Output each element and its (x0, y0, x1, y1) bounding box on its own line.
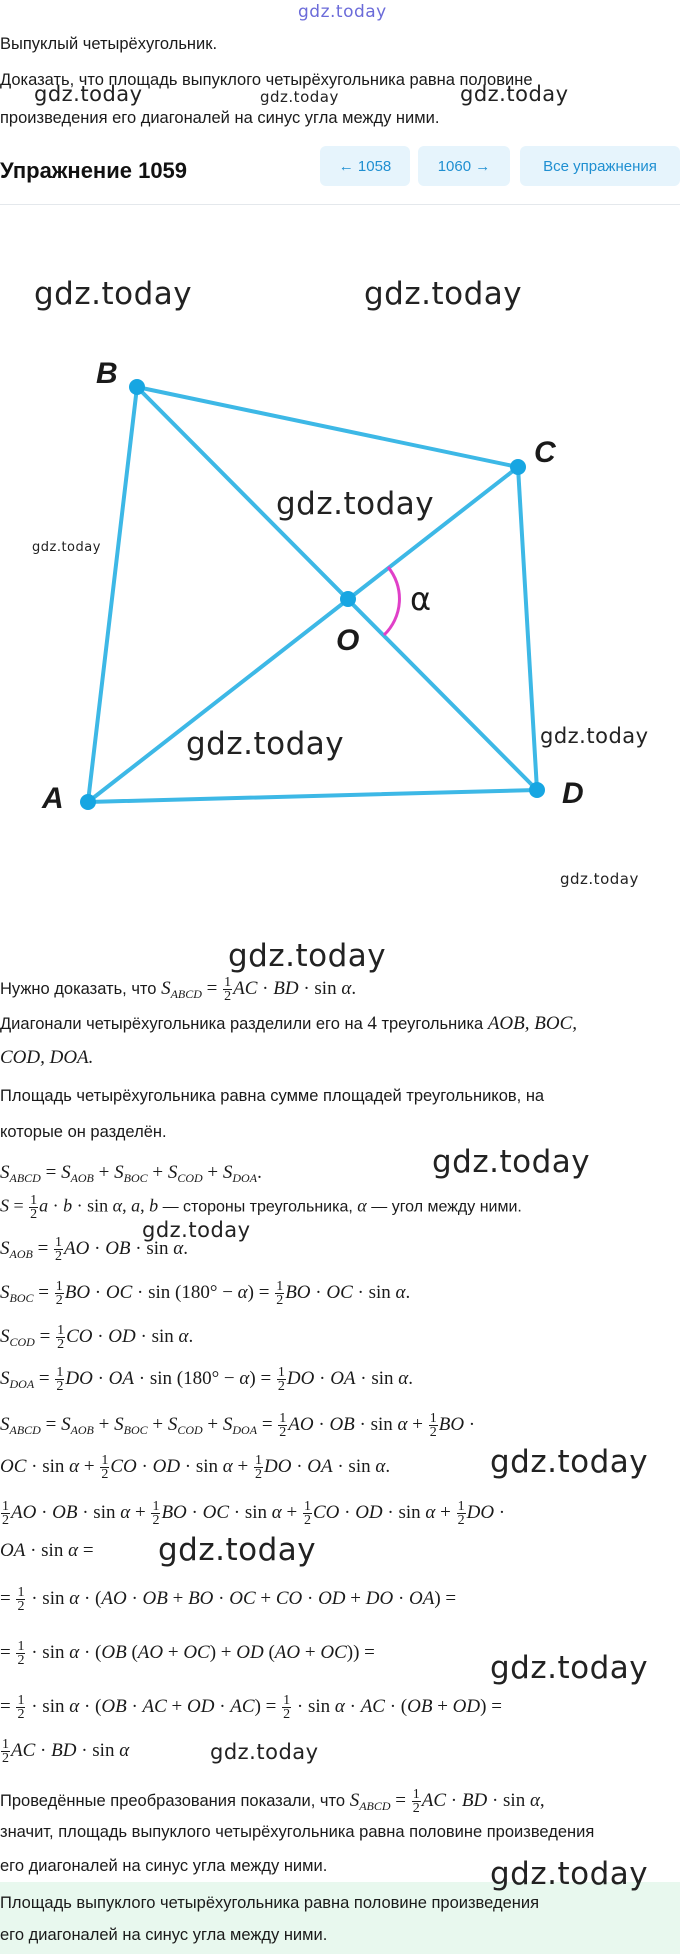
watermark: gdz.today (432, 1144, 591, 1180)
formula-saob: $S_{AOB}$ = $\frac{1}{2}$ AO · OB · sin α. (0, 1235, 189, 1264)
point-c (510, 459, 526, 475)
watermark: gdz.today (276, 486, 435, 522)
watermark: gdz.today (186, 726, 345, 762)
side-da (88, 790, 537, 802)
conclusion-line-1: Проведённые преобразования показали, что $S_{ABCD}$ = $\frac{1}{2}$ AC · BD · sin α, (0, 1787, 545, 1816)
watermark: gdz.today (364, 276, 523, 312)
formula-total-3: $\frac{1}{2}$ AO · OB · sin α + $\frac{1}{2}$ BO · OC · sin α + $\frac{1}{2}$ CO · OD · sin α + $\frac{1}{2}$ DO · (2, 1499, 506, 1528)
formula-sdoa: $S_{DOA}$ = $\frac{1}{2}$ DO · OA · sin (180° − α) = $\frac{1}{2}$ DO · OA · sin α. (0, 1365, 414, 1394)
formula-step-4: $\frac{1}{2}$ AC · BD · sin α (2, 1737, 130, 1766)
formula-sum: $S_{ABCD} = S_{AOB} + S_{BOC} + S_{COD} + S_{DOA}$. (0, 1162, 262, 1185)
side-cd (518, 467, 537, 790)
sum-text-1: Площадь четырёхугольника равна сумме площадей треугольников, на (0, 1087, 545, 1105)
watermark: gdz.today (228, 938, 387, 974)
watermark-top: gdz.today (298, 2, 387, 22)
watermark: gdz.today (34, 82, 143, 106)
watermark: gdz.today (32, 540, 101, 555)
diagonals-line: Диагонали четырёхугольника разделили его на 4 треугольника AOB, BOC, (0, 1013, 577, 1034)
watermark: gdz.today (158, 1532, 317, 1568)
watermark: gdz.today (460, 82, 569, 106)
answer-box (0, 1882, 680, 1954)
answer-line-1: Площадь выпуклого четырёхугольника равна половине произведения (0, 1894, 540, 1912)
formula-step-3: = $\frac{1}{2}$ · sin α · (OB · AC + OD · AC) = $\frac{1}{2}$ · sin α · AC · (OB + OD) = (0, 1693, 502, 1722)
watermark: gdz.today (560, 870, 639, 888)
formula-triangle-area: S = $\frac{1}{2}$ a · b · sin α, a, b — стороны треугольника, α — угол между ними. (0, 1193, 522, 1222)
label-o: O (336, 624, 360, 657)
conclusion-line-3: его диагоналей на синус угла между ними. (0, 1857, 328, 1875)
watermark: gdz.today (490, 1650, 649, 1686)
watermark: gdz.today (210, 1740, 319, 1764)
side-bc (137, 387, 518, 467)
watermark: gdz.today (490, 1444, 649, 1480)
answer-line-2: его диагоналей на синус угла между ними. (0, 1926, 328, 1944)
label-a: A (42, 782, 64, 815)
intro-given: Выпуклый четырёхугольник. (0, 35, 218, 53)
label-c: C (534, 436, 556, 469)
header-divider (0, 204, 680, 205)
watermark: gdz.today (490, 1856, 649, 1892)
watermark: gdz.today (260, 88, 339, 106)
next-exercise-button[interactable]: 1060 → (418, 146, 510, 186)
formula-sboc: $S_{BOC}$ = $\frac{1}{2}$ BO · OC · sin (180° − α) = $\frac{1}{2}$ BO · OC · sin α. (0, 1279, 411, 1308)
side-ab (88, 387, 137, 802)
formula-step-1: = $\frac{1}{2}$ · sin α · (AO · OB + BO · OC + CO · OD + DO · OA) = (0, 1585, 457, 1614)
point-d (529, 782, 545, 798)
intro-task-line1: Доказать, что площадь выпуклого четырёхугольника равна половине (0, 71, 533, 89)
conclusion-line-2: значит, площадь выпуклого четырёхугольника равна половине произведения (0, 1823, 595, 1841)
point-o (340, 591, 356, 607)
sum-text-2: которые он разделён. (0, 1123, 167, 1141)
watermark: gdz.today (142, 1218, 251, 1242)
formula-total-1: $S_{ABCD} = S_{AOB} + S_{BOC} + S_{COD} + S_{DOA}$ = $\frac{1}{2}$ AO · OB · sin α + $\frac{1}{2}$ BO · (0, 1411, 476, 1440)
watermark: gdz.today (540, 724, 649, 748)
label-d: D (562, 777, 584, 810)
intro-task-line2: произведения его диагоналей на синус угла между ними. (0, 109, 440, 127)
watermark: gdz.today (34, 276, 193, 312)
point-a (80, 794, 96, 810)
formula-total-2: OC · sin α + $\frac{1}{2}$ CO · OD · sin α + $\frac{1}{2}$ DO · OA · sin α. (0, 1453, 391, 1482)
formula-total-4: OA · sin α = (0, 1540, 94, 1561)
formula-step-2: = $\frac{1}{2}$ · sin α · (OB (AO + OC) + OD (AO + OC)) = (0, 1639, 375, 1668)
label-b: B (96, 357, 118, 390)
all-exercises-button[interactable]: Все упражнения (520, 146, 680, 186)
page-title: Упражнение 1059 (0, 158, 188, 183)
point-b (129, 379, 145, 395)
diagonals-line-2: COD, DOA. (0, 1047, 94, 1068)
need-to-prove: Нужно доказать, что $S_{ABCD}$ = $\frac{1}{2}$ AC · BD · sin α. (0, 975, 357, 1004)
label-alpha: α (410, 580, 432, 618)
formula-scod: $S_{COD}$ = $\frac{1}{2}$ CO · OD · sin α. (0, 1323, 194, 1352)
angle-alpha-arc (384, 567, 399, 635)
prev-exercise-button[interactable]: ← 1058 (320, 146, 410, 186)
quadrilateral-figure (0, 240, 680, 900)
